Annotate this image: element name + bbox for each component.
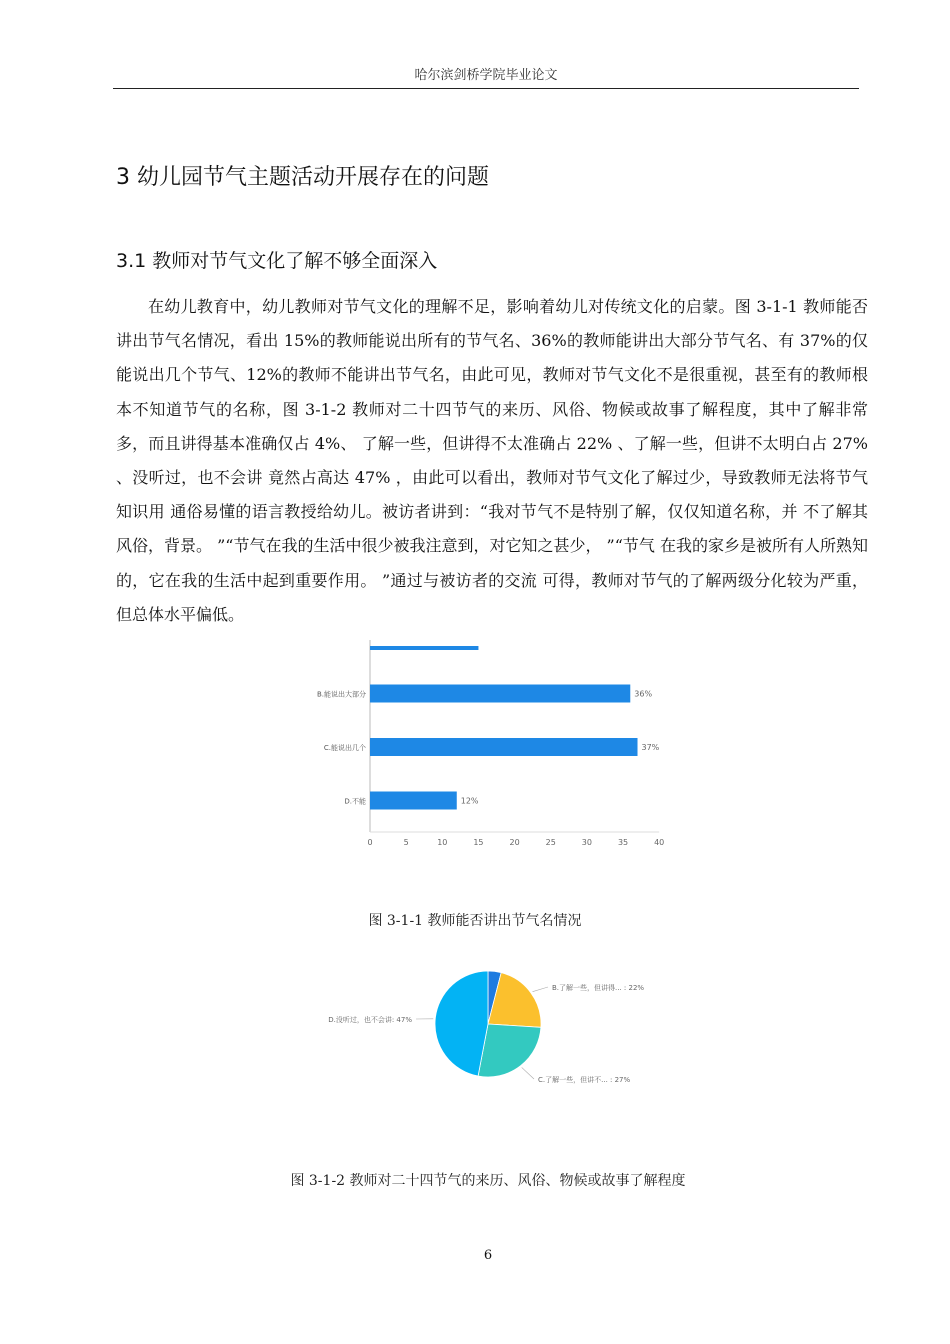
x-tick-label: 25 (545, 838, 556, 847)
subsection-heading: 3.1 教师对节气文化了解不够全面深入 (116, 250, 438, 272)
bar (370, 685, 630, 703)
x-tick-label: 40 (654, 838, 665, 847)
x-tick-label: 0 (367, 838, 373, 847)
bar (370, 646, 478, 650)
x-tick-label: 10 (437, 838, 448, 847)
bar-chart (300, 640, 680, 860)
data-label: 37% (641, 743, 660, 752)
leader-line (532, 987, 548, 992)
pie-slice (478, 1024, 541, 1077)
body-text (116, 290, 868, 632)
data-label: 12% (460, 796, 479, 806)
section-heading: 3 幼儿园节气主题活动开展存在的问题 (116, 165, 489, 190)
figure-caption-3-1-1: 图 3-1-1 教师能否讲出节气名情况 (368, 913, 582, 929)
x-tick-label: 15 (473, 838, 484, 847)
x-tick-label: 35 (617, 838, 629, 847)
x-tick-label: 5 (403, 838, 409, 847)
slice-label: D.没听过，也不会讲: 47% (328, 1016, 412, 1024)
x-tick-label: 20 (509, 838, 520, 847)
x-tick-label: 30 (581, 838, 592, 847)
running-header: 哈尔滨剑桥学院毕业论文 (414, 68, 558, 83)
header-rule (113, 88, 859, 89)
bar (370, 792, 457, 810)
slice-label: B.了解一些，但讲得... : 22% (552, 984, 645, 992)
page-number: 6 (483, 1248, 493, 1263)
figure-caption-3-1-2: 图 3-1-2 教师对二十四节气的来历、风俗、物候或故事了解程度 (290, 1173, 686, 1189)
pie-chart (320, 960, 650, 1110)
body-paragraph: 在幼儿教育中，幼儿教师对节气文化的理解不足，影响着幼儿对传统文化的启蒙。图 3-1-1 教师能否讲出节气名情况，看出 15%的教师能说出所有的节气名、36%的教师能讲出大部分节气名、有 37%的仅能说出几个节气、12%的教师不能讲出节气名，由此可见，教师对节气文化不是很重视，甚至有的教师根本不知道节气的名称，图 3-1-2 教师对二十四节气的来历、风俗、物候或故事了解程度，其中了解非常多，而且讲得基本准确仅占 4%、 了解一些，但讲得不太准确占 22% 、了解一些，但讲不太明白占 27% 、没听过，也不会讲 竟然占高达 47% ，由此可以看出，教师对节气文化了解过少，导致教师无法将节气知识用 通俗易懂的语言教授给幼儿。被访者讲到：“我对节气不是特别了解，仅仅知道名称，并 不了解其风俗，背景。 ”“节气在我的生活中很少被我注意到，对它知之甚少， ”“节气 在我的家乡是被所有人所熟知的，它在我的生活中起到重要作用。 ”通过与被访者的交流 可得，教师对节气的了解两级分化较为严重，但总体水平偏低。 (116, 297, 868, 624)
bar (370, 738, 638, 756)
pie-slice (435, 971, 488, 1076)
slice-label: C.了解一些，但讲不... : 27% (538, 1076, 631, 1084)
category-label: C.能说出几个 (323, 744, 366, 752)
leader-line (522, 1067, 534, 1079)
data-label: 36% (634, 689, 653, 699)
category-label: B.能说出大部分 (316, 690, 366, 699)
category-label: D.不能 (344, 797, 366, 806)
